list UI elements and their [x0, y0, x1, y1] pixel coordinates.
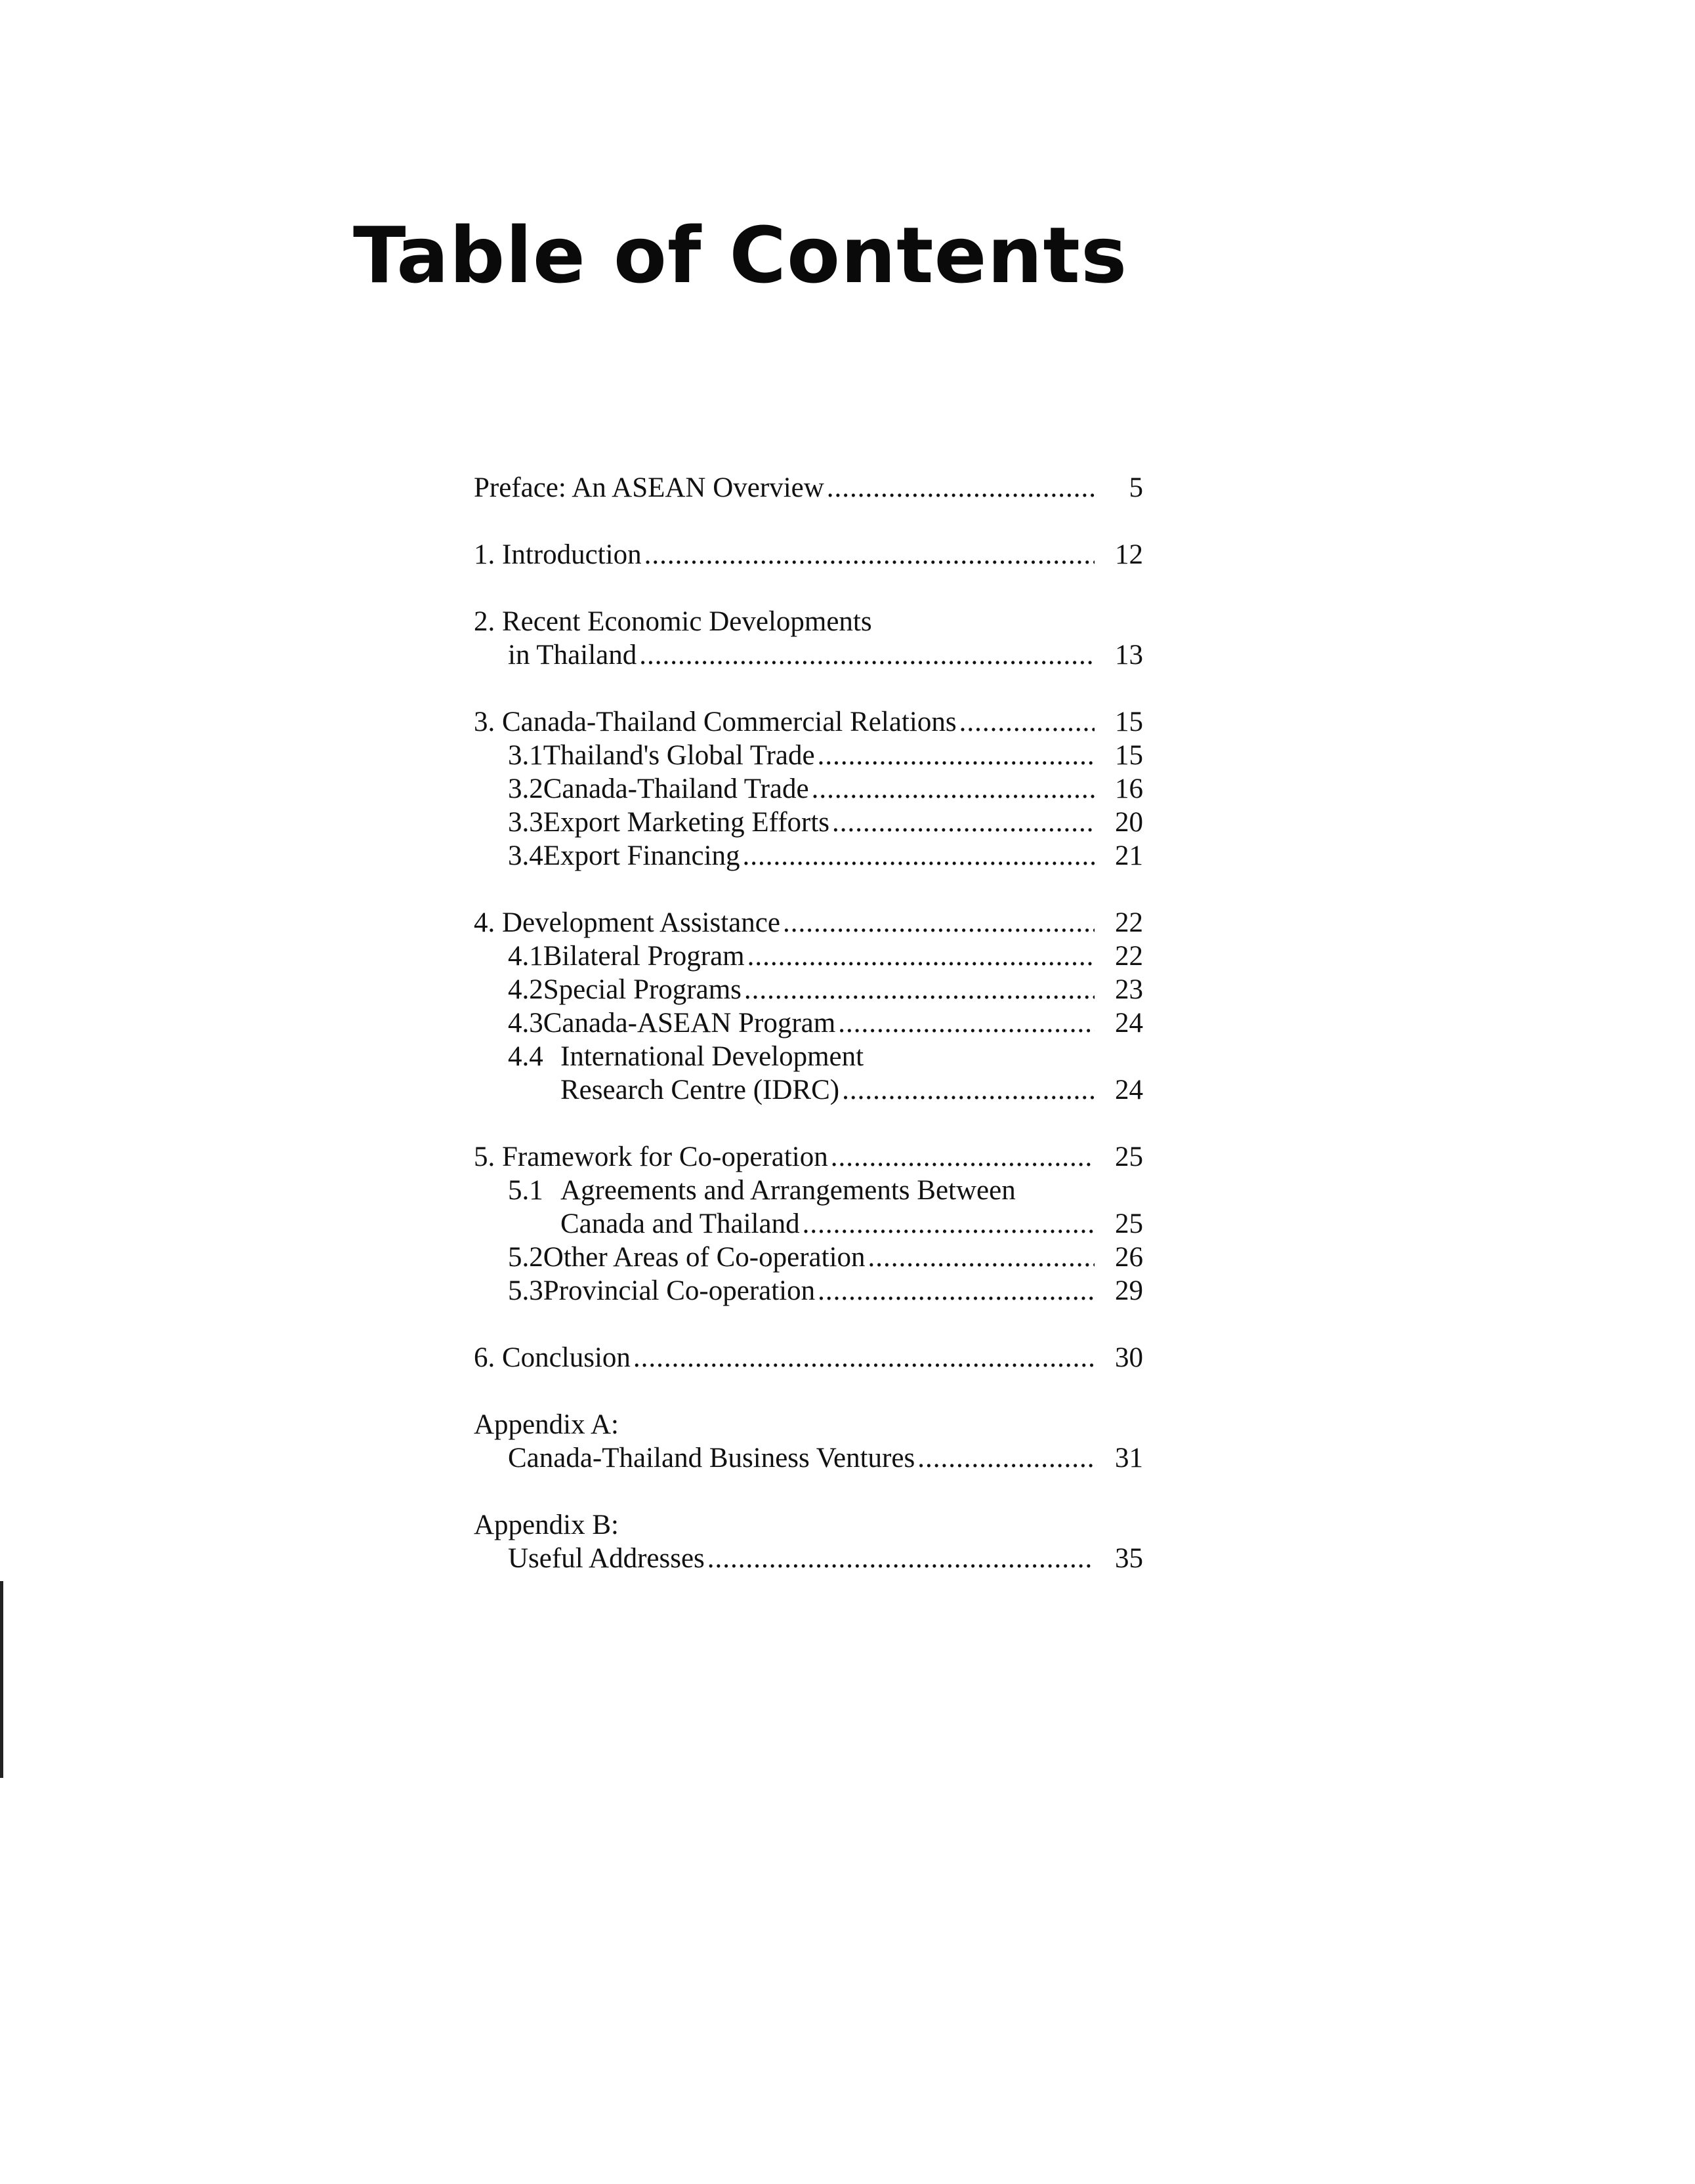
toc-entry-title: Useful Addresses: [508, 1543, 705, 1574]
toc-subentry-5-3: [474, 1274, 1143, 1308]
dot-leader: [639, 638, 1095, 672]
toc-entry-title: 1. Introduction: [474, 539, 642, 570]
toc-entry-title: Bilateral Program: [543, 941, 745, 972]
toc-entry-title: 6. Conclusion: [474, 1342, 631, 1373]
toc-page-number: 30: [1115, 1342, 1143, 1373]
toc-subentry-4-2: [474, 973, 1143, 1006]
toc-page-number: 5: [1129, 472, 1143, 503]
dot-leader: [818, 1274, 1095, 1308]
toc-entry-title: International Development: [560, 1041, 864, 1072]
toc-entry-title: Canada-Thailand Trade: [543, 773, 809, 804]
dot-leader: [707, 1542, 1095, 1575]
dot-leader: [868, 1241, 1095, 1274]
toc-entry-continuation: [474, 638, 1143, 672]
dot-leader: [633, 1341, 1095, 1374]
toc-subentry-3-2: [474, 772, 1143, 806]
toc-entry-preface: [474, 471, 1143, 505]
toc-entry-appendix-b: [474, 1508, 1143, 1542]
toc-page-number: 20: [1115, 807, 1143, 838]
toc-section-6: [474, 1341, 1143, 1374]
toc-page-number: 12: [1115, 539, 1143, 570]
toc-page-number: 24: [1115, 1075, 1143, 1105]
dot-leader: [959, 705, 1095, 739]
toc-entry-economic-developments: [474, 605, 1143, 638]
toc-entry-title: Appendix A:: [474, 1409, 619, 1440]
toc-page-number: 31: [1115, 1443, 1143, 1473]
toc-subentry-4-4: [474, 1040, 1143, 1073]
toc-entry-commercial-relations: [474, 705, 1143, 739]
toc-entry-title: Other Areas of Co-operation: [543, 1242, 866, 1273]
toc-entry-framework: [474, 1140, 1143, 1174]
toc-section-appendix-a: [474, 1408, 1143, 1475]
table-of-contents: [474, 471, 1143, 1609]
toc-subentry-number: 3.2: [508, 773, 543, 804]
toc-entry-title: Canada-ASEAN Program: [543, 1008, 836, 1039]
toc-entry-title: 4. Development Assistance: [474, 907, 780, 938]
toc-subentry-5-1: [474, 1174, 1143, 1207]
toc-subentry-number: 5.3: [508, 1275, 543, 1306]
toc-page-number: 15: [1115, 707, 1143, 737]
toc-page-number: 22: [1115, 907, 1143, 938]
toc-page-number: 25: [1115, 1142, 1143, 1172]
toc-subentry-number: 3.4: [508, 840, 543, 871]
dot-leader: [747, 939, 1095, 973]
dot-leader: [838, 1006, 1095, 1040]
toc-section-appendix-b: [474, 1508, 1143, 1575]
dot-leader: [812, 772, 1095, 806]
toc-subentry-3-4: [474, 839, 1143, 873]
toc-page-number: 15: [1115, 740, 1143, 771]
toc-subentry-number: 5.1: [508, 1175, 543, 1206]
toc-entry-title: Preface: An ASEAN Overview: [474, 472, 824, 503]
toc-subentry-number: 3.1: [508, 740, 543, 771]
toc-entry-title: 2. Recent Economic Developments: [474, 606, 872, 637]
toc-entry-title: 5. Framework for Co-operation: [474, 1142, 828, 1172]
toc-entry-title: Provincial Co-operation: [543, 1275, 816, 1306]
scan-edge-mark: [0, 1581, 3, 1778]
toc-entry-title: Appendix B:: [474, 1510, 619, 1540]
dot-leader: [743, 839, 1095, 873]
dot-leader: [803, 1207, 1095, 1241]
dot-leader: [917, 1441, 1095, 1475]
toc-entry-title: Thailand's Global Trade: [543, 740, 815, 771]
toc-section-5: [474, 1140, 1143, 1308]
toc-entry-continuation: [474, 1542, 1143, 1575]
toc-page-number: 13: [1115, 640, 1143, 670]
dot-leader: [644, 538, 1095, 571]
toc-entry-title: 3. Canada-Thailand Commercial Relations: [474, 707, 957, 737]
dot-leader: [842, 1073, 1095, 1107]
toc-entry-title: Special Programs: [543, 974, 742, 1005]
dot-leader: [783, 906, 1095, 939]
toc-page-number: 16: [1115, 773, 1143, 804]
toc-page-number: 24: [1115, 1008, 1143, 1039]
dot-leader: [827, 471, 1095, 505]
toc-subentry-number: 3.3: [508, 807, 543, 838]
toc-page-number: 21: [1115, 840, 1143, 871]
dot-leader: [744, 973, 1095, 1006]
toc-page-number: 22: [1115, 941, 1143, 972]
toc-entry-title: Agreements and Arrangements Between: [560, 1175, 1016, 1206]
dot-leader: [831, 1140, 1095, 1174]
toc-entry-appendix-a: [474, 1408, 1143, 1441]
toc-page-number: 26: [1115, 1242, 1143, 1273]
toc-subentry-number: 4.1: [508, 941, 543, 972]
toc-entry-continuation: [474, 1207, 1143, 1241]
toc-entry-introduction: [474, 538, 1143, 571]
toc-entry-continuation: [474, 1441, 1143, 1475]
toc-page-number: 25: [1115, 1208, 1143, 1239]
toc-page-number: 23: [1115, 974, 1143, 1005]
toc-subentry-number: 5.2: [508, 1242, 543, 1273]
toc-entry-title: Research Centre (IDRC): [560, 1075, 840, 1105]
toc-subentry-number: 4.3: [508, 1008, 543, 1039]
toc-subentry-5-2: [474, 1241, 1143, 1274]
dot-leader: [818, 739, 1095, 772]
toc-page-number: 35: [1115, 1543, 1143, 1574]
toc-entry-title: Canada-Thailand Business Ventures: [508, 1443, 915, 1473]
toc-section-4: [474, 906, 1143, 1107]
toc-subentry-4-3: [474, 1006, 1143, 1040]
toc-entry-conclusion: [474, 1341, 1143, 1374]
toc-subentry-number: 4.4: [508, 1041, 543, 1072]
toc-entry-title: Export Financing: [543, 840, 740, 871]
toc-entry-title: Canada and Thailand: [560, 1208, 800, 1239]
toc-entry-continuation: [474, 1073, 1143, 1107]
toc-section-1: [474, 538, 1143, 571]
toc-page-number: 29: [1115, 1275, 1143, 1306]
toc-entry-development-assistance: [474, 906, 1143, 939]
toc-subentry-3-3: [474, 806, 1143, 839]
toc-entry-title: in Thailand: [508, 640, 637, 670]
toc-subentry-4-1: [474, 939, 1143, 973]
toc-section-3: [474, 705, 1143, 873]
page-title: Table of Contents: [353, 210, 1128, 300]
toc-section-preface: [474, 471, 1143, 505]
dot-leader: [832, 806, 1095, 839]
toc-entry-title: Export Marketing Efforts: [543, 807, 830, 838]
toc-subentry-number: 4.2: [508, 974, 543, 1005]
toc-section-2: [474, 605, 1143, 672]
toc-subentry-3-1: [474, 739, 1143, 772]
